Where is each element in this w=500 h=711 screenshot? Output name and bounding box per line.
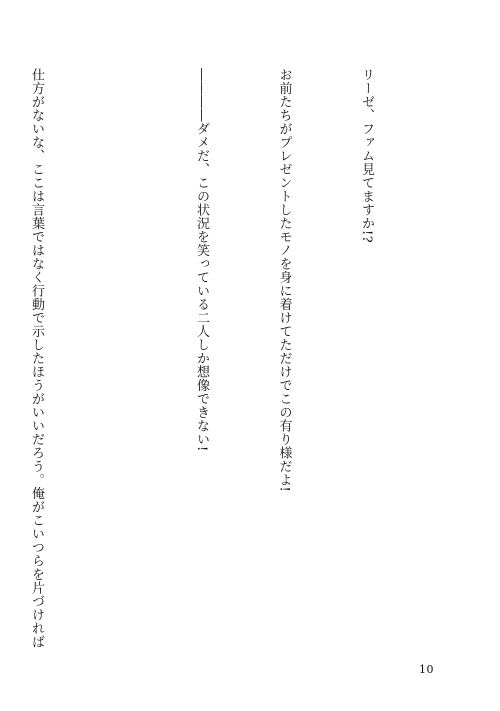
text-line: お前たちがプレゼントしたモノを身に着けてただけでこの有り様だよ!: [276, 68, 292, 493]
text-line: ――――ダメだ、この状況を笑っている二人しか想像できない!: [194, 68, 209, 452]
body-text: [0, 68, 435, 658]
page-number: 10: [419, 663, 434, 676]
text-line: 仕方がないな、ここは言葉ではなく行動で示したほうがいいだろう。俺がこいつらを片づければ: [29, 68, 44, 649]
text-line: リーゼ、ファム見てますか!?: [359, 68, 374, 244]
